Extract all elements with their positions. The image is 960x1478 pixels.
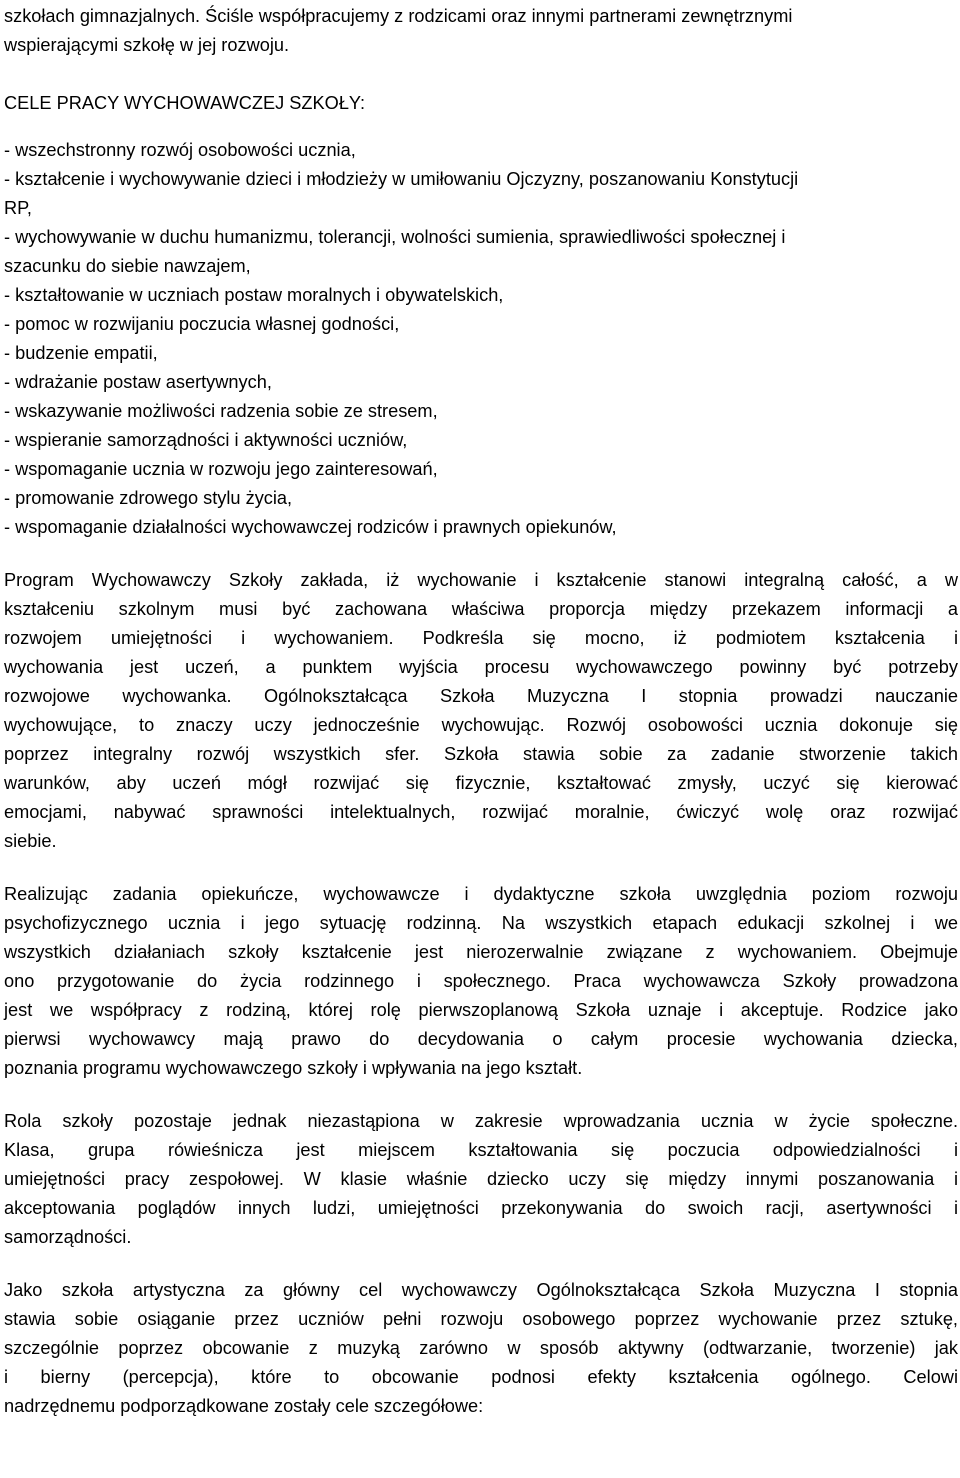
intro-line: wspierającymi szkołę w jej rozwoju. (4, 35, 290, 55)
goal-line: - wskazywanie możliwości radzenia sobie ze stresem, (4, 401, 438, 421)
paragraph-line: warunków, aby uczeń mógł rozwijać się fizycznie, kształtować zmysły, uczyć się kierować (4, 773, 958, 793)
paragraph-line: Rola szkoły pozostaje jednak niezastąpiona w zakresie wprowadzania ucznia w życie społeczne. (4, 1111, 958, 1131)
section-heading (4, 89, 958, 118)
paragraph-art-school (4, 1276, 958, 1421)
paragraph-line: umiejętności pracy zespołowej. W klasie właśnie dziecko uczy się między innymi poszanowania i (4, 1169, 958, 1189)
goal-line: - promowanie zdrowego stylu życia, (4, 488, 293, 508)
goal-line: - wdrażanie postaw asertywnych, (4, 372, 272, 392)
goal-line: - pomoc w rozwijaniu poczucia własnej godności, (4, 314, 400, 334)
goals-list (4, 136, 958, 542)
paragraph-line: rozwojowe wychowanka. Ogólnokształcąca Szkoła Muzyczna I stopnia prowadzi nauczanie (4, 686, 958, 706)
paragraph-line: poznania programu wychowawczego szkoły i wpływania na jego kształt. (4, 1058, 583, 1078)
paragraph-line: nadrzędnemu podporządkowane zostały cele szczegółowe: (4, 1396, 484, 1416)
goal-line: szacunku do siebie nawzajem, (4, 256, 251, 276)
paragraph-program (4, 566, 958, 856)
intro-line: szkołach gimnazjalnych. Ściśle współpracujemy z rodzicami oraz innymi partnerami zewnętrznymi (4, 6, 793, 26)
paragraph-line: Klasa, grupa rówieśnicza jest miejscem kształtowania się poczucia odpowiedzialności i (4, 1140, 958, 1160)
intro-paragraph (4, 2, 958, 60)
paragraph-line: akceptowania poglądów innych ludzi, umiejętności przekonywania do swoich racji, asertywności i (4, 1198, 958, 1218)
goal-line: - wszechstronny rozwój osobowości ucznia, (4, 140, 356, 160)
paragraph-line: szczególnie poprzez obcowanie z muzyką zarówno w sposób aktywny (odtwarzanie, tworzenie) jak (4, 1338, 958, 1358)
paragraph-school-role (4, 1107, 958, 1252)
paragraph-line: psychofizycznego ucznia i jego sytuację rodzinną. Na wszystkich etapach edukacji szkolnej i we (4, 913, 958, 933)
goal-line: - wspomaganie ucznia w rozwoju jego zainteresowań, (4, 459, 438, 479)
paragraph-line: wszystkich działaniach szkoły kształcenie jest nierozerwalnie związane z wychowaniem. Obejmuje (4, 942, 958, 962)
paragraph-line: ono przygotowanie do życia rodzinnego i społecznego. Praca wychowawcza Szkoły prowadzona (4, 971, 958, 991)
goal-line: - budzenie empatii, (4, 343, 158, 363)
paragraph-line: kształceniu szkolnym musi być zachowana właściwa proporcja między przekazem informacji a (4, 599, 958, 619)
heading-text: CELE PRACY WYCHOWAWCZEJ SZKOŁY: (4, 93, 366, 113)
paragraph-line: pierwsi wychowawcy mają prawo do decydowania o całym procesie wychowania dziecka, (4, 1029, 958, 1049)
goal-line: RP, (4, 198, 32, 218)
paragraph-line: i bierny (percepcja), które to obcowanie podnosi efekty kształcenia ogólnego. Celowi (4, 1367, 958, 1387)
paragraph-line: wychowujące, to znaczy uczy jednocześnie wychowując. Rozwój osobowości ucznia dokonuje się (4, 715, 958, 735)
paragraph-line: emocjami, nabywać sprawności intelektualnych, rozwijać moralnie, ćwiczyć wolę oraz rozwijać (4, 802, 958, 822)
goal-line: - kształtowanie w uczniach postaw moralnych i obywatelskich, (4, 285, 504, 305)
goal-line: - wspomaganie działalności wychowawczej rodziców i prawnych opiekunów, (4, 517, 617, 537)
paragraph-line: Realizując zadania opiekuńcze, wychowawcze i dydaktyczne szkoła uwzględnia poziom rozwoju (4, 884, 958, 904)
paragraph-line: siebie. (4, 831, 57, 851)
goal-line: - kształcenie i wychowywanie dzieci i młodzieży w umiłowaniu Ojczyzny, poszanowaniu Konstytucji (4, 169, 799, 189)
goal-line: - wychowywanie w duchu humanizmu, tolerancji, wolności sumienia, sprawiedliwości społecznej i (4, 227, 786, 247)
paragraph-line: stawia sobie osiąganie przez uczniów pełni rozwoju osobowego poprzez wychowanie przez sztukę, (4, 1309, 958, 1329)
paragraph-line: Program Wychowawczy Szkoły zakłada, iż wychowanie i kształcenie stanowi integralną całość, a w (4, 570, 958, 590)
paragraph-line: wychowania jest uczeń, a punktem wyjścia procesu wychowawczego powinny być potrzeby (4, 657, 958, 677)
paragraph-line: poprzez integralny rozwój wszystkich sfer. Szkoła stawia sobie za zadanie stworzenie takich (4, 744, 958, 764)
paragraph-line: jest we współpracy z rodziną, której rolę pierwszoplanową Szkoła uznaje i akceptuje. Rodzice jako (4, 1000, 958, 1020)
paragraph-care (4, 880, 958, 1083)
paragraph-line: Jako szkoła artystyczna za główny cel wychowawczy Ogólnokształcąca Szkoła Muzyczna I stopnia (4, 1280, 958, 1300)
goal-line: - wspieranie samorządności i aktywności uczniów, (4, 430, 408, 450)
paragraph-line: rozwojem umiejętności i wychowaniem. Podkreśla się mocno, iż podmiotem kształcenia i (4, 628, 958, 648)
paragraph-line: samorządności. (4, 1227, 132, 1247)
